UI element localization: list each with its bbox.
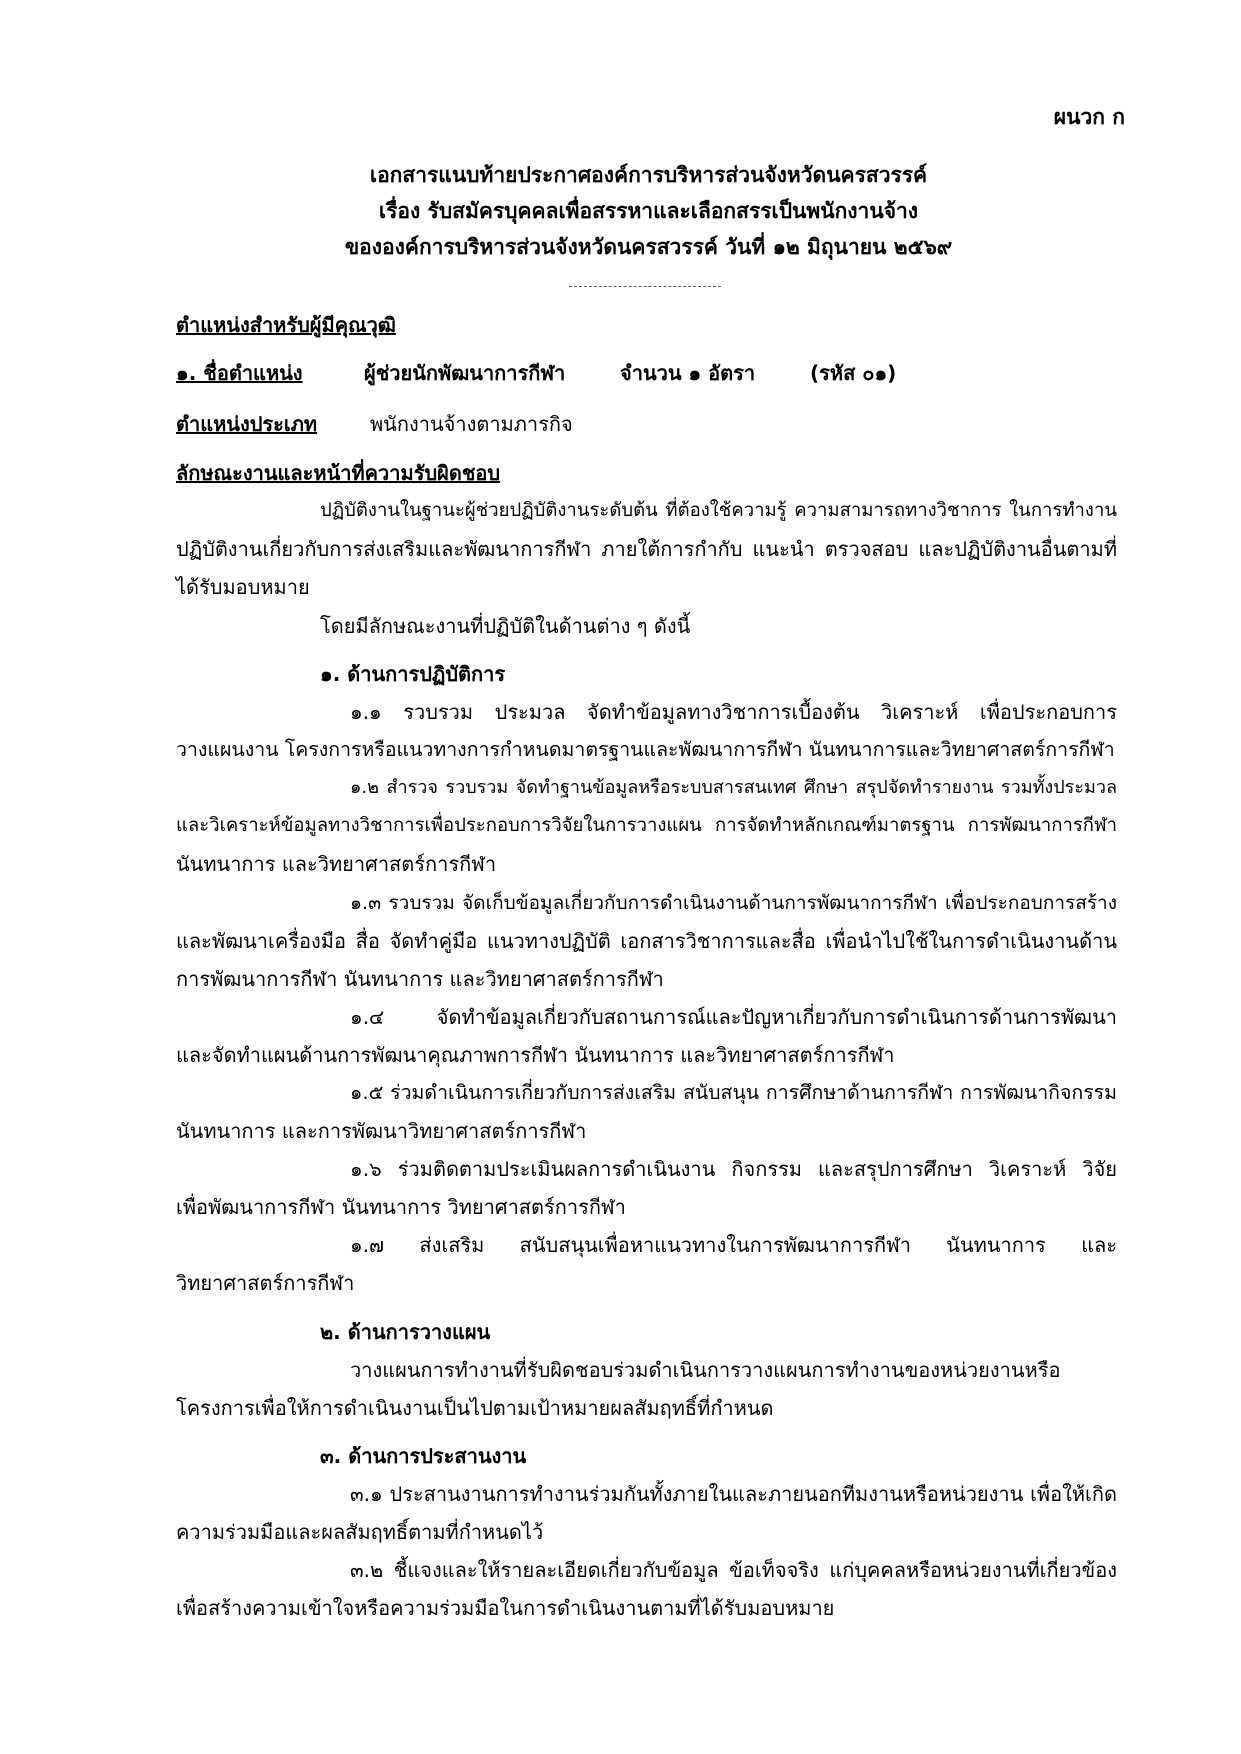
intro-line-3: ได้รับมอบหมาย	[176, 575, 310, 599]
item-1-6-line-2: เพื่อพัฒนาการกีฬา นันทนาการ วิทยาศาสตร์การกีฬา	[176, 1195, 626, 1219]
position-name: ผู้ช่วยนักพัฒนาการกีฬา	[364, 361, 566, 385]
position-count: จำนวน ๑ อัตรา	[620, 361, 756, 385]
section-2-title: ๒. ด้านการวางแผน	[320, 1320, 491, 1344]
section-3-title: ๓. ด้านการประสานงาน	[320, 1444, 527, 1468]
intro-line-2: ปฏิบัติงานเกี่ยวกับการส่งเสริมและพัฒนาการกีฬา ภายใต้การกำกับ แนะนำ ตรวจสอบ และปฏิบัติงานอื่นตามที่	[176, 537, 1117, 561]
position-type-label: ตำแหน่งประเภท	[176, 412, 318, 436]
item-1-3-line-2: และพัฒนาเครื่องมือ สื่อ จัดทำคู่มือ แนวทางปฏิบัติ เอกสารวิชาการและสื่อ เพื่อนำไปใช้ในการดำเนินงานด้าน	[176, 929, 1117, 953]
header-line-3: ขององค์การบริหารส่วนจังหวัดนครสวรรค์ วันที่ ๑๒ มิถุนายน ๒๕๖๙	[344, 235, 953, 259]
position-code: (รหัส ๐๑)	[810, 361, 897, 385]
intro-line-1: ปฏิบัติงานในฐานะผู้ช่วยปฏิบัติงานระดับต้น ที่ต้องใช้ความรู้ ความสามารถทางวิชาการ ในการทำงาน	[320, 500, 1117, 521]
item-1-2-line-2: และวิเคราะห์ข้อมูลทางวิชาการเพื่อประกอบการวิจัยในการวางแผน การจัดทำหลักเกณฑ์มาตรฐาน การพัฒนาการกีฬา	[176, 815, 1117, 836]
item-1-7-line-2: วิทยาศาสตร์การกีฬา	[176, 1271, 355, 1295]
item-1-1-line-2: วางแผนงาน โครงการหรือแนวทางการกำหนดมาตรฐานและพัฒนาการกีฬา นันทนาการและวิทยาศาสตร์การกีฬา	[176, 738, 1115, 761]
item-1-2-line-1: ๑.๒ สำรวจ รวบรวม จัดทำฐานข้อมูลหรือระบบสารสนเทศ ศึกษา สรุปจัดทำรายงาน รวมทั้งประมวล	[350, 777, 1117, 798]
duties-heading: ลักษณะงานและหน้าที่ความรับผิดชอบ	[176, 461, 501, 485]
appendix-label: ผนวก ก	[1053, 105, 1125, 129]
header-line-2: เรื่อง รับสมัครบุคคลเพื่อสรรหาและเลือกสรรเป็นพนักงานจ้าง	[378, 199, 919, 223]
header-line-1: เอกสารแนบท้ายประกาศองค์การบริหารส่วนจังหวัดนครสวรรค์	[369, 163, 928, 187]
item-3-2-line-2: เพื่อสร้างความเข้าใจหรือความร่วมมือในการดำเนินงานตามที่ได้รับมอบหมาย	[176, 1596, 835, 1620]
item-3-1-line-1: ๓.๑ ประสานงานการทำงานร่วมกันทั้งภายในและภายนอกทีมงานหรือหน่วยงาน เพื่อให้เกิด	[350, 1482, 1117, 1506]
item-1-7-line-1: ๑.๗ ส่งเสริม สนับสนุนเพื่อหาแนวทางในการพัฒนาการกีฬา นันทนาการ และ	[350, 1233, 1117, 1257]
section-1-title: ๑. ด้านการปฏิบัติการ	[320, 662, 506, 686]
item-1-1-line-1: ๑.๑ รวบรวม ประมวล จัดทำข้อมูลทางวิชาการเบื้องต้น วิเคราะห์ เพื่อประกอบการ	[350, 700, 1117, 724]
item-1-5-line-2: นันทนาการ และการพัฒนาวิทยาศาสตร์การกีฬา	[176, 1119, 587, 1143]
position-type-value: พนักงานจ้างตามภารกิจ	[370, 412, 573, 436]
position-label: ๑. ชื่อตำแหน่ง	[176, 361, 303, 385]
item-1-3-line-3: การพัฒนาการกีฬา นันทนาการ และวิทยาศาสตร์การกีฬา	[176, 967, 664, 991]
item-1-5-line-1: ๑.๕ ร่วมดำเนินการเกี่ยวกับการส่งเสริม สนับสนุน การศึกษาด้านการกีฬา การพัฒนากิจกรรม	[350, 1081, 1117, 1104]
item-3-1-line-2: ความร่วมมือและผลสัมฤทธิ์ตามที่กำหนดไว้	[176, 1520, 544, 1544]
intro-line-4: โดยมีลักษณะงานที่ปฏิบัติในด้านต่าง ๆ ดังนี้	[320, 614, 691, 638]
item-1-4-line-1: ๑.๔ จัดทำข้อมูลเกี่ยวกับสถานการณ์และปัญหาเกี่ยวกับการดำเนินการด้านการพัฒนา	[350, 1005, 1117, 1029]
item-3-2-line-1: ๓.๒ ชี้แจงและให้รายละเอียดเกี่ยวกับข้อมูล ข้อเท็จจริง แก่บุคคลหรือหน่วยงานที่เกี่ยวข้อง	[350, 1558, 1117, 1582]
qualified-heading: ตำแหน่งสำหรับผู้มีคุณวุฒิ	[176, 313, 396, 337]
section-2-line-2: โครงการเพื่อให้การดำเนินงานเป็นไปตามเป้าหมายผลสัมฤทธิ์ที่กำหนด	[176, 1396, 774, 1420]
header-separator	[569, 286, 721, 287]
item-1-4-line-2: และจัดทำแผนด้านการพัฒนาคุณภาพการกีฬา นันทนาการ และวิทยาศาสตร์การกีฬา	[176, 1043, 895, 1067]
item-1-2-line-3: นันทนาการ และวิทยาศาสตร์การกีฬา	[176, 852, 497, 876]
item-1-6-line-1: ๑.๖ ร่วมติดตามประเมินผลการดำเนินงาน กิจกรรม และสรุปการศึกษา วิเคราะห์ วิจัย	[350, 1157, 1117, 1181]
item-1-3-line-1: ๑.๓ รวบรวม จัดเก็บข้อมูลเกี่ยวกับการดำเนินงานด้านการพัฒนาการกีฬา เพื่อประกอบการสร้าง	[350, 892, 1117, 914]
section-2-line-1: วางแผนการทำงานที่รับผิดชอบร่วมดำเนินการวางแผนการทำงานของหน่วยงานหรือ	[350, 1358, 1061, 1382]
